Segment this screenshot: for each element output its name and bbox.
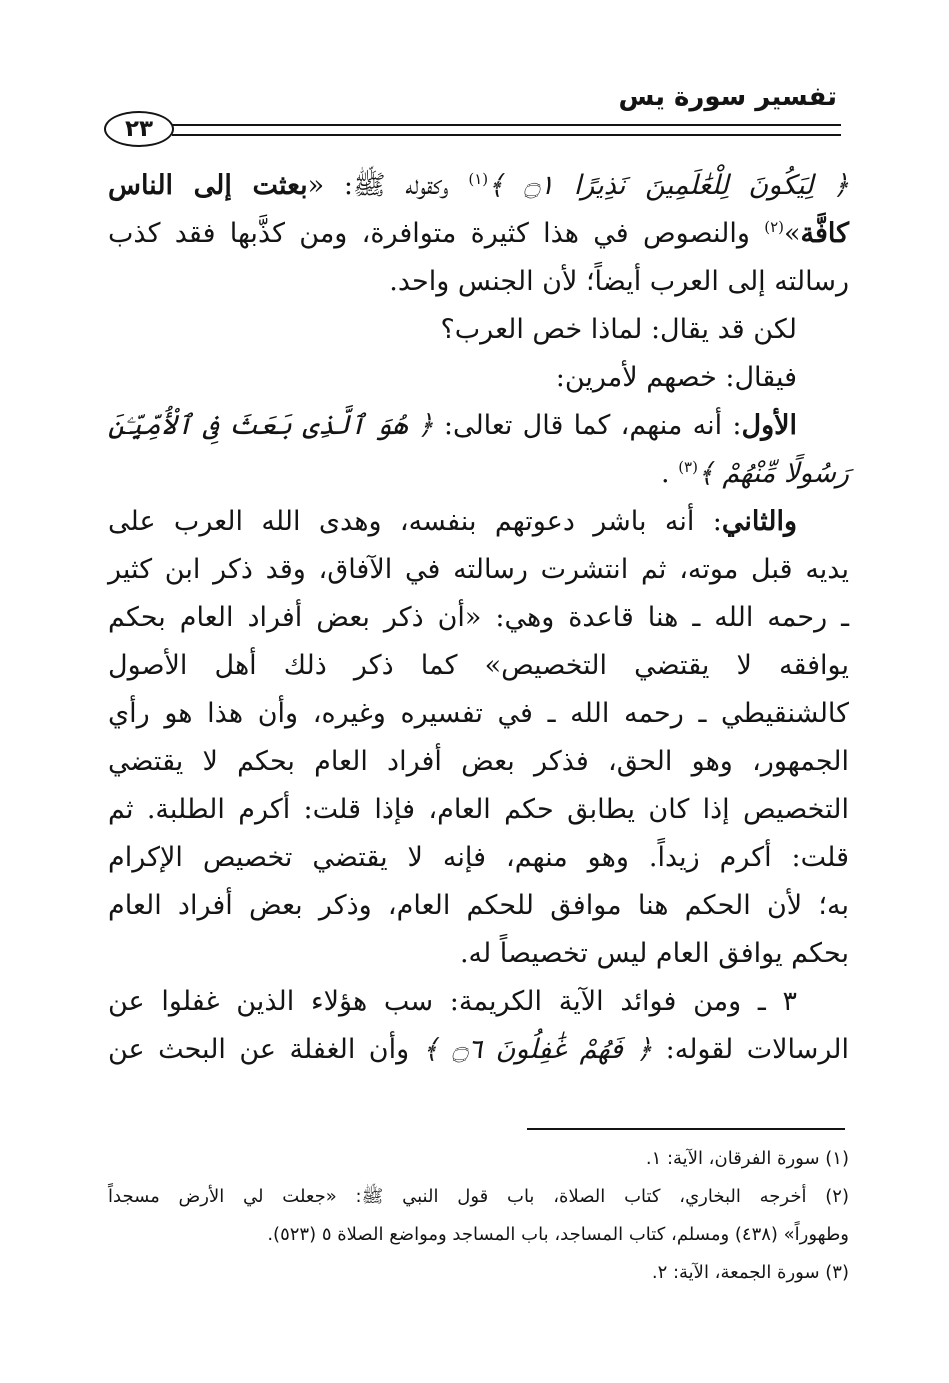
text-line (108, 402, 849, 450)
quote-close: » (784, 218, 801, 249)
header-rule (172, 124, 841, 136)
text-line: يديه قبل موته، ثم انتشرت رسالته في الآفاق، وقد ذكر ابن كثير (108, 554, 849, 585)
quran-verse: ﴿ لِيَكُونَ لِلْعَٰلَمِينَ نَذِيرًا ۝١ ﴾ (488, 170, 850, 201)
quran-verse: رَسُولًا مِّنْهُمْ ﴾ (697, 458, 849, 489)
line-text: وكقوله ﷺ: « (307, 170, 469, 201)
line-text: : أنه منهم، كما قال تعالى: (433, 410, 742, 441)
text-line: ـ رحمه الله ـ هنا قاعدة وهي: «أن ذكر بعض أفراد العام بحكم (108, 602, 849, 633)
text-line: فيقال: خصهم لأمرين: (555, 362, 797, 393)
hadith-quote: كافَّة (800, 218, 849, 249)
footnote-ref: (٣) (678, 458, 698, 476)
line-text: الرسالات لقوله: (652, 1034, 850, 1065)
hadith-quote: بعثت إلى الناس (108, 170, 308, 201)
text-line (108, 450, 849, 498)
line-text: وأن الغفلة عن البحث عن (108, 1034, 423, 1065)
footnote-3: (٣) سورة الجمعة، الآية: ٢. (651, 1262, 849, 1283)
text-line: لكن قد يقال: لماذا خص العرب؟ (440, 314, 797, 345)
text-line (108, 1026, 849, 1074)
text-line (108, 210, 849, 258)
text-line (108, 162, 849, 210)
point-heading: والثاني (721, 506, 797, 537)
text-line: قلت: أكرم زيداً. وهو منهم، فإنه لا يقتضي تخصيص الإكرام (108, 842, 849, 873)
quran-verse: ﴿ هُوَ ٱلَّذِى بَعَثَ فِى ٱلْأُمِّيِّـۧنَ (108, 410, 434, 441)
text-line: بحكم يوافق العام ليس تخصيصاً له. (459, 938, 849, 969)
page-number (104, 111, 174, 147)
text-line: الجمهور، وهو الحق، فذكر بعض أفراد العام بحكم لا يقتضي (108, 746, 849, 777)
footnote-separator (527, 1128, 845, 1130)
main-text (108, 162, 849, 1074)
footnotes (108, 1140, 849, 1292)
running-title: تفسير سورة يس (618, 82, 837, 112)
footnote-2-continued: وطهوراً» (٤٣٨) ومسلم، كتاب المساجد، باب المساجد ومواضع الصلاة ٥ (٥٢٣). (267, 1224, 849, 1245)
text-line: به؛ لأن الحكم هنا موافق للحكم العام، وذكر بعض أفراد العام (108, 890, 849, 921)
text-line: يوافقه لا يقتضي التخصيص» كما ذكر ذلك أهل الأصول (108, 650, 849, 681)
page-number-text: ٢٣ (124, 116, 154, 142)
line-text: : أنه باشر دعوتهم بنفسه، وهدى الله العرب على (108, 506, 722, 537)
footnote-ref: (٢) (764, 218, 784, 236)
text-line: التخصيص إذا كان يطابق حكم العام، فإذا قلت: أكرم الطلبة. ثم (108, 794, 849, 825)
footnote-1: (١) سورة الفرقان، الآية: ١. (645, 1148, 849, 1169)
footnote-ref: (١) (468, 170, 489, 188)
point-heading: الأول (741, 410, 798, 441)
footnote-2: (٢) أخرجه البخاري، كتاب الصلاة، باب قول النبي ﷺ: «جعلت لي الأرض مسجداً (108, 1186, 849, 1207)
text-line (108, 498, 849, 546)
text-line: كالشنقيطي ـ رحمه الله ـ في تفسيره وغيره، وأن هذا هو رأي (108, 698, 849, 729)
text-line: رسالته إلى العرب أيضاً؛ لأن الجنس واحد. (389, 266, 849, 297)
line-text: . (661, 458, 679, 489)
text-line: ٣ ـ ومن فوائد الآية الكريمة: سب هؤلاء الذين غفلوا عن (108, 986, 797, 1017)
quran-verse: ﴿ فَهُمْ غَٰفِلُونَ ۝٦ ﴾ (422, 1034, 653, 1065)
line-text: والنصوص في هذا كثيرة متوافرة، ومن كذَّبها فقد كذب (108, 218, 765, 249)
